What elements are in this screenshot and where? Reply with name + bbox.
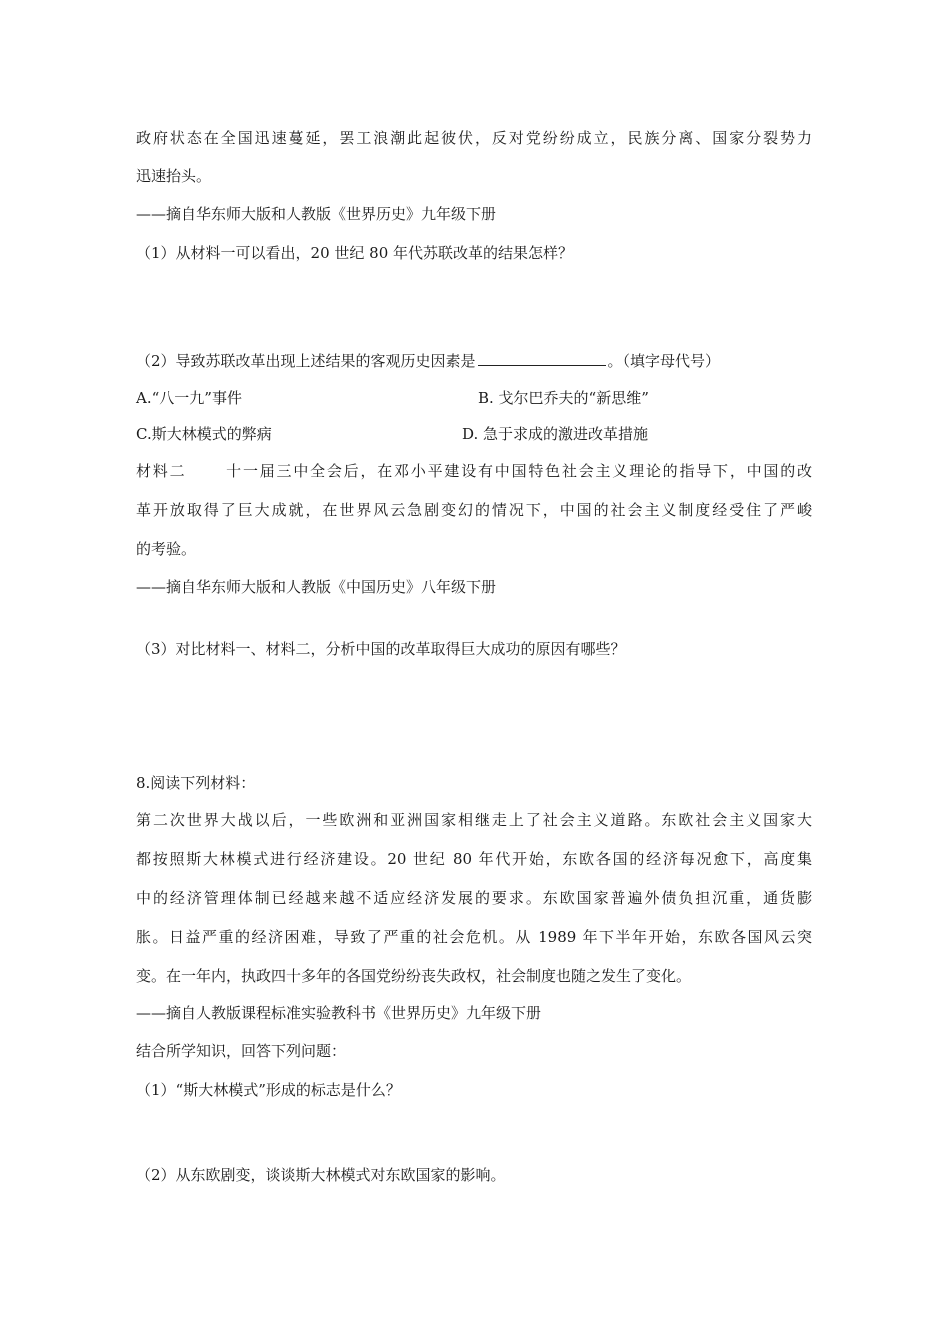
material1-source: ——摘自华东师大版和人教版《世界历史》九年级下册: [136, 205, 497, 223]
material1-text-line1: 政府状态在全国迅速蔓延，罢工浪潮此起彼伏，反对党纷纷成立，民族分离、国家分裂势力: [136, 129, 812, 147]
question-8-title: 8.阅读下列材料：: [136, 774, 256, 792]
question-7-2-text: （2）导致苏联改革出现上述结果的客观历史因素是: [136, 352, 476, 370]
answer-blank[interactable]: [478, 351, 606, 366]
material2-text-line2: 革开放取得了巨大成就，在世界风云急剧变幻的情况下，中国的社会主义制度经受住了严峻: [136, 501, 812, 519]
option-c: C.斯大林模式的弊病: [136, 425, 272, 443]
question-7-2: [136, 351, 720, 371]
question-8-source: ——摘自人教版课程标准实验教科书《世界历史》九年级下册: [136, 1004, 542, 1022]
question-8-text-line1: 第二次世界大战以后，一些欧洲和亚洲国家相继走上了社会主义道路。东欧社会主义国家大: [136, 811, 812, 829]
material2-source: ——摘自华东师大版和人教版《中国历史》八年级下册: [136, 578, 497, 596]
material2-text-line1: [136, 461, 812, 481]
option-b: B. 戈尔巴乔夫的“新思维”: [478, 389, 649, 407]
question-8-prompt: 结合所学知识，回答下列问题：: [136, 1042, 347, 1060]
question-8-2: （2）从东欧剧变，谈谈斯大林模式对东欧国家的影响。: [136, 1166, 506, 1184]
question-8-1: （1）“斯大林模式”形成的标志是什么？: [136, 1081, 401, 1099]
option-d: D. 急于求成的激进改革措施: [462, 425, 649, 443]
option-a: A.“八一九”事件: [136, 389, 242, 407]
material2-text-line3: 的考验。: [136, 540, 197, 558]
material2-label: 材料二: [136, 462, 187, 480]
question-8-text-line5: 变。在一年内，执政四十多年的各国党纷纷丧失政权，社会制度也随之发生了变化。: [136, 967, 692, 985]
question-8-text-line3: 中的经济管理体制已经越来越不适应经济发展的要求。东欧国家普遍外债负担沉重，通货膨: [136, 889, 812, 907]
material2-line1-text: 十一届三中全会后，在邓小平建设有中国特色社会主义理论的指导下，中国的改: [224, 462, 812, 480]
question-7-3: （3）对比材料一、材料二，分析中国的改革取得巨大成功的原因有哪些？: [136, 640, 626, 658]
question-8-text-line4: 胀。日益严重的经济困难，导致了严重的社会危机。从 1989 年下半年开始，东欧各国风云突: [136, 928, 812, 946]
material1-text-line2: 迅速抬头。: [136, 167, 212, 185]
question-8-text-line2: 都按照斯大林模式进行经济建设。20 世纪 80 年代开始，东欧各国的经济每况愈下，高度集: [136, 850, 812, 868]
question-7-2-suffix: 。（填字母代号）: [607, 352, 721, 370]
question-7-1: （1）从材料一可以看出，20 世纪 80 年代苏联改革的结果怎样？: [136, 244, 574, 262]
